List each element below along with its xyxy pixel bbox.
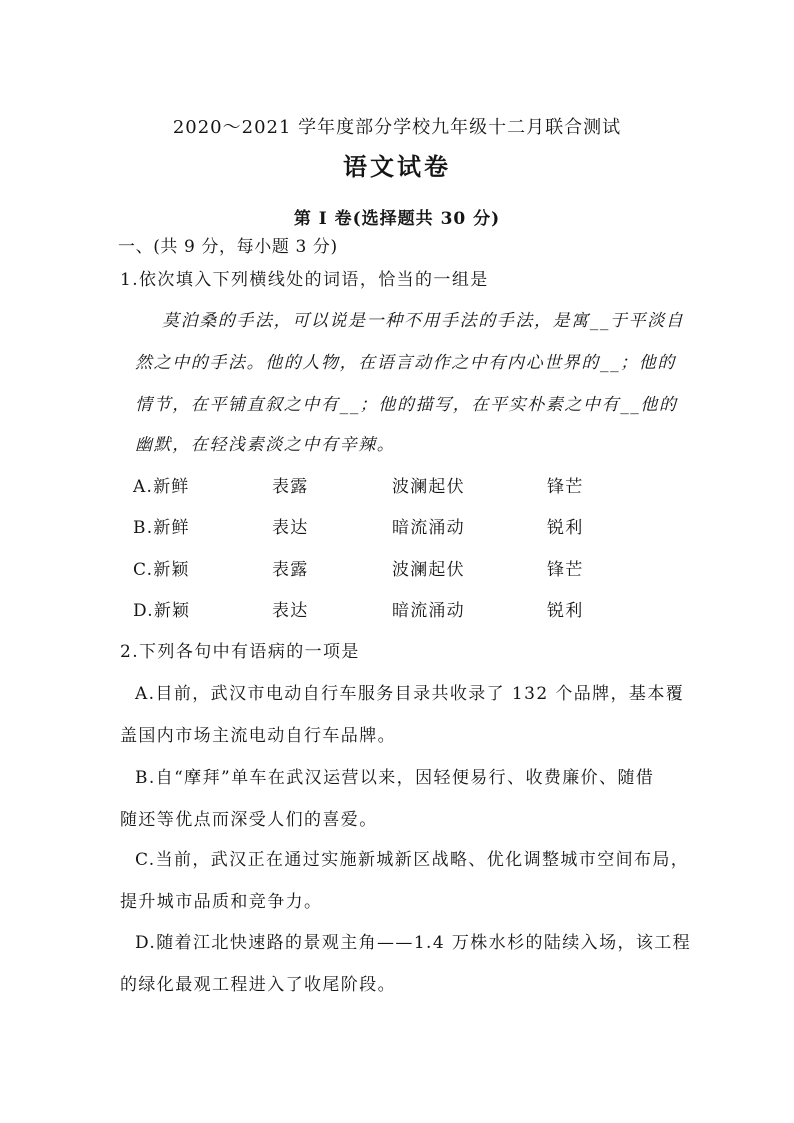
option-d-word-4: 锐利	[547, 601, 584, 621]
subject-title: 语文试卷	[343, 152, 451, 181]
passage-line: 情节，在平铺直叙之中有__；他的描写，在平实朴素之中有__他的	[135, 395, 678, 415]
option-a-line-2: 盖国内市场主流电动自行车品牌。	[120, 726, 396, 746]
option-c-line-2: 提升城市品质和竞争力。	[120, 892, 323, 912]
option-b-label: B.新鲜	[133, 518, 190, 538]
option-d-word-2: 表达	[272, 601, 309, 621]
option-b-word-3: 暗流涌动	[392, 518, 465, 538]
option-c-line-1: C.当前，武汉正在通过实施新城新区战略、优化调整城市空间布局，	[135, 850, 690, 870]
option-c-word-3: 波澜起伏	[392, 560, 465, 580]
option-b-line-1: B.自“摩拜”单车在武汉运营以来，因轻便易行、收费廉价、随借	[135, 768, 655, 788]
option-a-word-2: 表露	[272, 477, 309, 497]
passage-line: 幽默，在轻浅素淡之中有辛辣。	[135, 435, 396, 455]
option-b-word-4: 锐利	[547, 518, 584, 538]
exam-title: 2020～2021 学年度部分学校九年级十二月联合测试	[172, 117, 622, 138]
option-b-line-2: 随还等优点而深受人们的喜爱。	[120, 810, 378, 830]
option-d-label: D.新颖	[133, 601, 191, 621]
section-heading: 一、(共 9 分，每小题 3 分)	[118, 237, 338, 257]
passage-line: 莫泊桑的手法，可以说是一种不用手法的手法，是寓__于平淡自	[162, 311, 685, 331]
option-c-word-2: 表露	[272, 560, 309, 580]
option-b-word-2: 表达	[272, 518, 309, 538]
part-title: 第 I 卷(选择题共 30 分)	[293, 209, 501, 229]
option-a-line-1: A.目前，武汉市电动自行车服务目录共收录了 132 个品牌，基本覆	[135, 684, 685, 704]
question-2-stem: 2.下列各句中有语病的一项是	[120, 642, 360, 662]
option-d-line-2: 的绿化最观工程进入了收尾阶段。	[120, 975, 396, 995]
option-a-word-3: 波澜起伏	[392, 477, 465, 497]
passage-line: 然之中的手法。他的人物，在语言动作之中有内心世界的__；他的	[135, 353, 676, 373]
option-d-line-1: D.随着江北快速路的景观主角——1.4 万株水杉的陆续入场，该工程	[135, 933, 692, 953]
option-a-label: A.新鲜	[133, 477, 190, 497]
option-d-word-3: 暗流涌动	[392, 601, 465, 621]
option-c-label: C.新颖	[133, 560, 190, 580]
option-c-word-4: 锋芒	[547, 560, 584, 580]
option-a-word-4: 锋芒	[547, 477, 584, 497]
question-1-stem: 1.依次填入下列横线处的词语，恰当的一组是	[120, 270, 489, 290]
